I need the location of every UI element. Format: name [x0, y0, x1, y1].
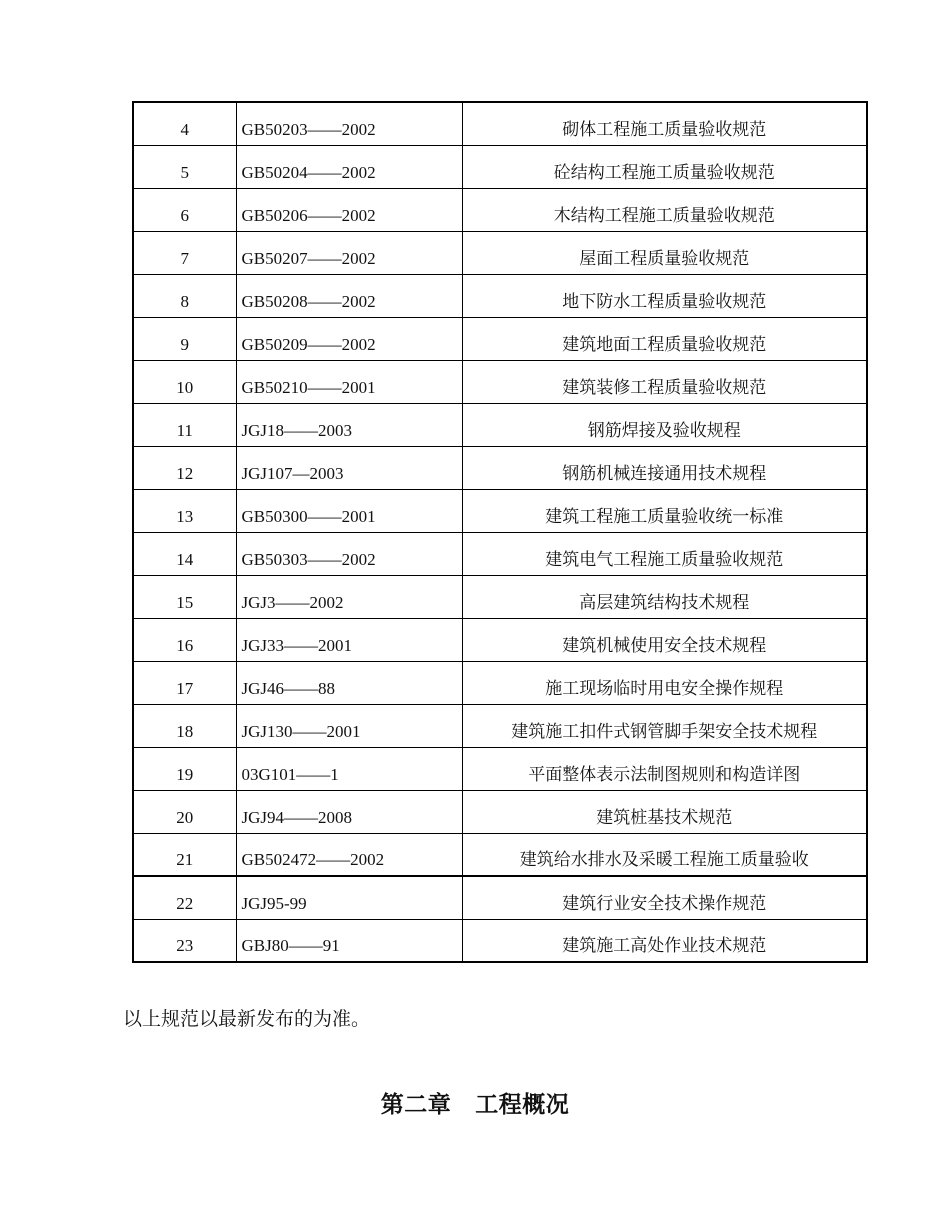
- standard-name: 建筑机械使用安全技术规程: [462, 618, 867, 661]
- standard-name: 建筑地面工程质量验收规范: [462, 317, 867, 360]
- table-row: [133, 532, 867, 575]
- row-number: 19: [133, 747, 236, 790]
- table-row: [133, 317, 867, 360]
- table-row: [133, 102, 867, 145]
- table-row: [133, 446, 867, 489]
- row-number: 11: [133, 403, 236, 446]
- table-row: [133, 833, 867, 876]
- standard-name: 高层建筑结构技术规程: [462, 575, 867, 618]
- standard-code: JGJ33——2001: [236, 618, 462, 661]
- standard-code: JGJ94——2008: [236, 790, 462, 833]
- row-number: 10: [133, 360, 236, 403]
- row-number: 6: [133, 188, 236, 231]
- row-number: 20: [133, 790, 236, 833]
- standard-code: GB50209——2002: [236, 317, 462, 360]
- table-row: [133, 919, 867, 962]
- standard-code: JGJ130——2001: [236, 704, 462, 747]
- standard-code: JGJ46——88: [236, 661, 462, 704]
- row-number: 4: [133, 102, 236, 145]
- standard-name: 施工现场临时用电安全操作规程: [462, 661, 867, 704]
- table-row: [133, 790, 867, 833]
- row-number: 8: [133, 274, 236, 317]
- standard-code: GB50208——2002: [236, 274, 462, 317]
- standard-code: GB50203——2002: [236, 102, 462, 145]
- standard-code: GB50300——2001: [236, 489, 462, 532]
- standards-table: [132, 101, 868, 963]
- note-text: 以上规范以最新发布的为准。: [123, 1009, 371, 1030]
- standards-table-body: [133, 102, 867, 962]
- standard-name: 建筑装修工程质量验收规范: [462, 360, 867, 403]
- standard-name: 平面整体表示法制图规则和构造详图: [462, 747, 867, 790]
- table-row: [133, 188, 867, 231]
- standard-name: 砌体工程施工质量验收规范: [462, 102, 867, 145]
- standard-code: JGJ3——2002: [236, 575, 462, 618]
- standard-code: GBJ80——91: [236, 919, 462, 962]
- row-number: 13: [133, 489, 236, 532]
- standard-code: GB50210——2001: [236, 360, 462, 403]
- standard-name: 钢筋焊接及验收规程: [462, 403, 867, 446]
- chapter-title: 工程概况: [475, 1092, 570, 1118]
- table-row: [133, 403, 867, 446]
- row-number: 7: [133, 231, 236, 274]
- table-row: [133, 618, 867, 661]
- standard-name: 砼结构工程施工质量验收规范: [462, 145, 867, 188]
- table-row: [133, 747, 867, 790]
- chapter-heading: [0, 1086, 950, 1119]
- table-row: [133, 231, 867, 274]
- chapter-number: 第二章: [380, 1092, 452, 1118]
- standard-code: GB50207——2002: [236, 231, 462, 274]
- standard-code: GB50204——2002: [236, 145, 462, 188]
- row-number: 12: [133, 446, 236, 489]
- standard-name: 建筑施工高处作业技术规范: [462, 919, 867, 962]
- table-row: [133, 661, 867, 704]
- standard-code: JGJ95-99: [236, 876, 462, 919]
- standard-name: 建筑桩基技术规范: [462, 790, 867, 833]
- row-number: 9: [133, 317, 236, 360]
- standard-name: 建筑施工扣件式钢管脚手架安全技术规程: [462, 704, 867, 747]
- table-row: [133, 489, 867, 532]
- table-row: [133, 360, 867, 403]
- row-number: 16: [133, 618, 236, 661]
- row-number: 18: [133, 704, 236, 747]
- row-number: 23: [133, 919, 236, 962]
- standard-code: GB50206——2002: [236, 188, 462, 231]
- standard-name: 建筑工程施工质量验收统一标准: [462, 489, 867, 532]
- row-number: 15: [133, 575, 236, 618]
- table-row: [133, 274, 867, 317]
- table-row: [133, 145, 867, 188]
- row-number: 17: [133, 661, 236, 704]
- standard-code: 03G101——1: [236, 747, 462, 790]
- table-row: [133, 575, 867, 618]
- standard-name: 建筑电气工程施工质量验收规范: [462, 532, 867, 575]
- standard-code: GB502472——2002: [236, 833, 462, 876]
- standard-code: JGJ18——2003: [236, 403, 462, 446]
- row-number: 21: [133, 833, 236, 876]
- standard-code: JGJ107—2003: [236, 446, 462, 489]
- row-number: 14: [133, 532, 236, 575]
- standard-name: 建筑给水排水及采暖工程施工质量验收: [462, 833, 867, 876]
- standard-name: 建筑行业安全技术操作规范: [462, 876, 867, 919]
- standard-code: GB50303——2002: [236, 532, 462, 575]
- standard-name: 木结构工程施工质量验收规范: [462, 188, 867, 231]
- standard-name: 屋面工程质量验收规范: [462, 231, 867, 274]
- row-number: 22: [133, 876, 236, 919]
- table-row: [133, 876, 867, 919]
- standard-name: 钢筋机械连接通用技术规程: [462, 446, 867, 489]
- row-number: 5: [133, 145, 236, 188]
- standard-name: 地下防水工程质量验收规范: [462, 274, 867, 317]
- table-row: [133, 704, 867, 747]
